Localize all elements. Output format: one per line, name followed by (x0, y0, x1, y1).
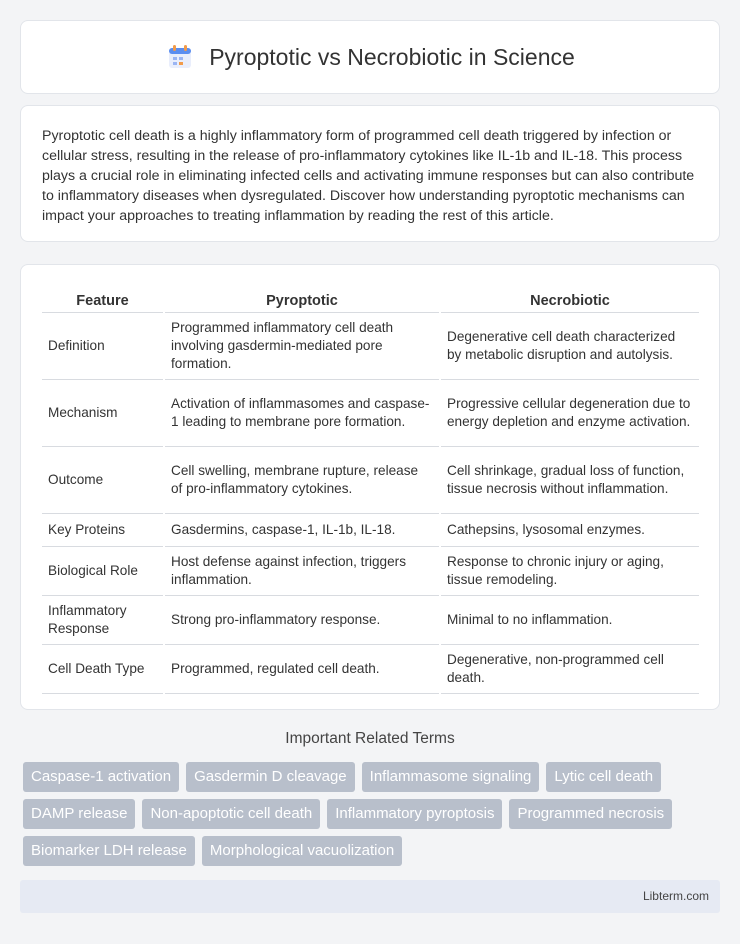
feature-cell: Mechanism (42, 379, 164, 446)
pyroptotic-cell: Programmed inflammatory cell death involving gasdermin-mediated pore formation. (164, 312, 440, 379)
related-terms-title: Important Related Terms (285, 730, 455, 747)
necrobiotic-cell: Progressive cellular degeneration due to energy depletion and enzyme activation. (440, 379, 699, 446)
comparison-table (42, 285, 699, 694)
related-term-tag[interactable]: Caspase-1 activation (23, 762, 179, 792)
footer-site-link[interactable]: Libterm.com (642, 889, 709, 903)
necrobiotic-cell: Degenerative cell death characterized by metabolic disruption and autolysis. (440, 312, 699, 379)
feature-cell: Definition (42, 312, 164, 379)
table-row (42, 595, 699, 644)
page-title: Pyroptotic vs Necrobiotic in Science (209, 43, 575, 70)
pyroptotic-cell: Strong pro-inflammatory response. (164, 595, 440, 644)
table-header-row (42, 285, 699, 312)
calendar-icon (165, 42, 195, 72)
related-term-tag[interactable]: Morphological vacuolization (202, 836, 402, 866)
related-term-tag[interactable]: Biomarker LDH release (23, 836, 195, 866)
feature-cell: Inflammatory Response (42, 595, 164, 644)
pyroptotic-cell: Host defense against infection, triggers inflammation. (164, 546, 440, 595)
related-term-tag[interactable]: DAMP release (23, 799, 135, 829)
table-row (42, 513, 699, 546)
pyroptotic-cell: Cell swelling, membrane rupture, release of pro-inflammatory cytokines. (164, 446, 440, 513)
related-term-tag[interactable]: Inflammatory pyroptosis (327, 799, 502, 829)
table-row (42, 546, 699, 595)
related-term-tag[interactable]: Non-apoptotic cell death (142, 799, 320, 829)
necrobiotic-cell: Response to chronic injury or aging, tissue remodeling. (440, 546, 699, 595)
header-card (20, 20, 720, 94)
related-term-tag[interactable]: Programmed necrosis (509, 799, 672, 829)
pyroptotic-cell: Programmed, regulated cell death. (164, 644, 440, 693)
footer (20, 880, 720, 913)
pyroptotic-cell: Gasdermins, caspase-1, IL-1b, IL-18. (164, 513, 440, 546)
pyroptotic-cell: Activation of inflammasomes and caspase-1 leading to membrane pore formation. (164, 379, 440, 446)
feature-cell: Biological Role (42, 546, 164, 595)
table-row (42, 446, 699, 513)
table-row (42, 379, 699, 446)
table-row (42, 644, 699, 693)
related-terms-list (23, 762, 723, 866)
intro-text: Pyroptotic cell death is a highly inflammatory form of programmed cell death triggered by infection or cellular stress, resulting in the release of pro-inflammatory cytokines like IL-1b and IL-18. This process plays a crucial role in eliminating infected cells and activating immune responses but can also contribute to inflammatory diseases when dysregulated. Discover how understanding pyroptotic mechanisms can impact your approaches to treating inflammation by reading the rest of this article. (42, 128, 695, 224)
related-term-tag[interactable]: Inflammasome signaling (362, 762, 540, 792)
column-header: Pyroptotic (164, 285, 440, 312)
necrobiotic-cell: Cathepsins, lysosomal enzymes. (440, 513, 699, 546)
column-header: Feature (42, 285, 164, 312)
necrobiotic-cell: Degenerative, non-programmed cell death. (440, 644, 699, 693)
feature-cell: Outcome (42, 446, 164, 513)
intro-card (20, 105, 720, 242)
feature-cell: Cell Death Type (42, 644, 164, 693)
feature-cell: Key Proteins (42, 513, 164, 546)
necrobiotic-cell: Minimal to no inflammation. (440, 595, 699, 644)
table-row (42, 312, 699, 379)
column-header: Necrobiotic (440, 285, 699, 312)
comparison-card (20, 264, 720, 710)
related-term-tag[interactable]: Lytic cell death (546, 762, 661, 792)
related-term-tag[interactable]: Gasdermin D cleavage (186, 762, 355, 792)
necrobiotic-cell: Cell shrinkage, gradual loss of function, tissue necrosis without inflammation. (440, 446, 699, 513)
